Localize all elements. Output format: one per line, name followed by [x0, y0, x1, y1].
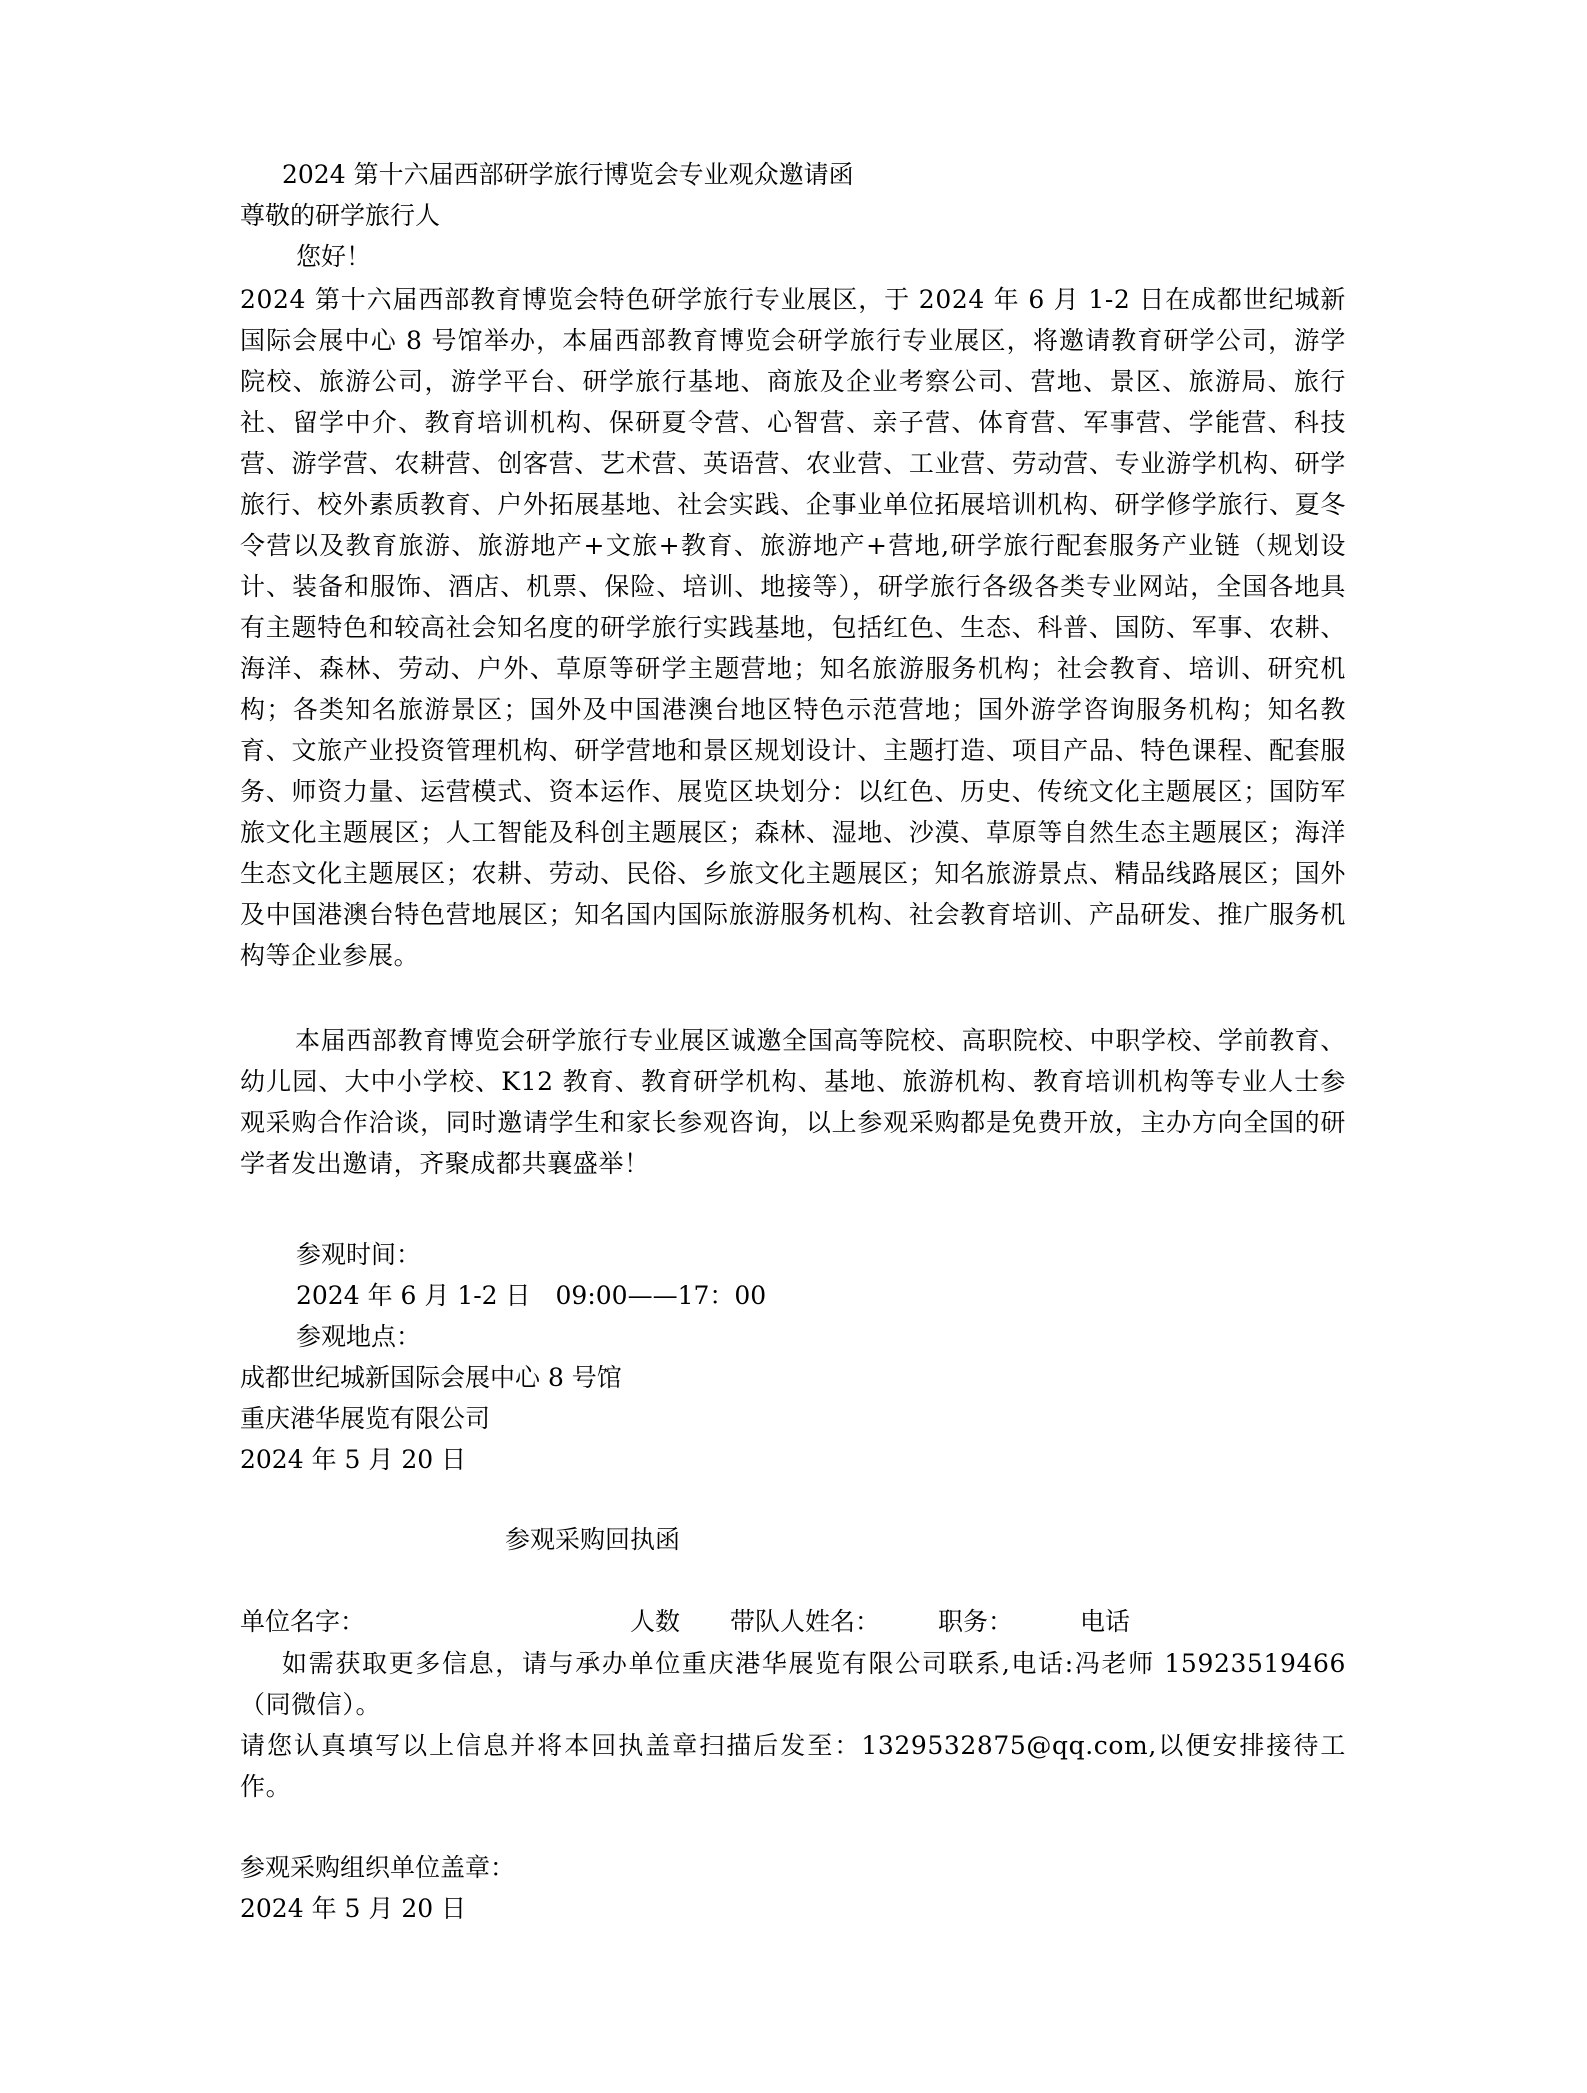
invitation-paragraph-2: 本届西部教育博览会研学旅行专业展区诚邀全国高等院校、高职院校、中职学校、学前教育、幼儿园、大中小学校、K12 教育、教育研学机构、基地、旅游机构、教育培训机构等专业人士参观采购合作洽谈，同时邀请学生和家长参观咨询，以上参观采购都是免费开放，主办方向全国的研学者发出邀请，齐聚成都共襄盛举！ — [240, 1026, 1346, 1178]
organizer-name: 重庆港华展览有限公司 — [240, 1404, 491, 1433]
letter-title: 2024 第十六届西部研学旅行博览会专业观众邀请函 — [282, 160, 854, 189]
phone-label: 电话 — [1080, 1607, 1131, 1636]
seal-label: 参观采购组织单位盖章： — [240, 1853, 516, 1882]
salutation: 尊敬的研学旅行人 — [240, 201, 441, 230]
letter-date: 2024 年 5 月 20 日 — [240, 1445, 467, 1474]
submit-note: 请您认真填写以上信息并将本回执盖章扫描后发至：1329532875@qq.com,以便安排接待工作。 — [240, 1731, 1346, 1801]
visit-time-label: 参观时间： — [296, 1240, 422, 1269]
receipt-title: 参观采购回执函 — [505, 1525, 681, 1554]
contact-note: 如需获取更多信息，请与承办单位重庆港华展览有限公司联系,电话:冯老师 15923519466（同微信）。 — [240, 1649, 1346, 1719]
headcount-label: 人数 — [630, 1607, 681, 1636]
invitation-paragraph-1: 2024 第十六届西部教育博览会特色研学旅行专业展区，于 2024 年 6 月 1-2 日在成都世纪城新国际会展中心 8 号馆举办，本届西部教育博览会研学旅行专业展区，将邀请教育研学公司，游学院校、旅游公司，游学平台、研学旅行基地、商旅及企业考察公司、营地、景区、旅游局、旅行社、留学中介、教育培训机构、保研夏令营、心智营、亲子营、体育营、军事营、学能营、科技营、游学营、农耕营、创客营、艺术营、英语营、农业营、工业营、劳动营、专业游学机构、研学旅行、校外素质教育、户外拓展基地、社会实践、企事业单位拓展培训机构、研学修学旅行、夏冬令营以及教育旅游、旅游地产+文旅+教育、旅游地产+营地,研学旅行配套服务产业链（规划设计、装备和服饰、酒店、机票、保险、培训、地接等），研学旅行各级各类专业网站，全国各地具有主题特色和较高社会知名度的研学旅行实践基地，包括红色、生态、科普、国防、军事、农耕、海洋、森林、劳动、户外、草原等研学主题营地；知名旅游服务机构；社会教育、培训、研究机构；各类知名旅游景区；国外及中国港澳台地区特色示范营地；国外游学咨询服务机构；知名教育、文旅产业投资管理机构、研学营地和景区规划设计、主题打造、项目产品、特色课程、配套服务、师资力量、运营模式、资本运作、展览区块划分：以红色、历史、传统文化主题展区；国防军旅文化主题展区；人工智能及科创主题展区；森林、湿地、沙漠、草原等自然生态主题展区；海洋生态文化主题展区；农耕、劳动、民俗、乡旅文化主题展区；知名旅游景点、精品线路展区；国外及中国港澳台特色营地展区；知名国内国际旅游服务机构、社会教育培训、产品研发、推广服务机构等企业参展。 — [240, 285, 1346, 970]
visit-time-value: 2024 年 6 月 1-2 日 09:00——17：00 — [296, 1281, 767, 1310]
greeting: 您好！ — [296, 242, 372, 271]
visit-place-label: 参观地点： — [296, 1322, 422, 1351]
leader-name-label: 带队人姓名： — [730, 1607, 881, 1636]
position-label: 职务： — [938, 1607, 1014, 1636]
visit-place-value: 成都世纪城新国际会展中心 8 号馆 — [240, 1363, 622, 1392]
receipt-fields-row — [240, 1602, 1346, 1642]
unit-name-label: 单位名字： — [240, 1607, 366, 1636]
receipt-date: 2024 年 5 月 20 日 — [240, 1894, 467, 1923]
